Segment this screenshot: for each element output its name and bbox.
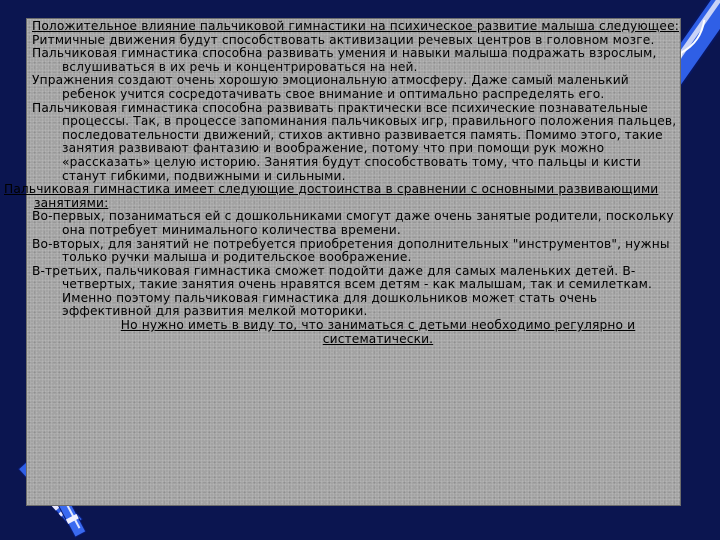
advantage-2: Во-вторых, для занятий не потребуется приобретения дополнительных "инструментов", нужны только ручки малыша и родительское воображение. <box>32 236 670 265</box>
paragraph-2: Пальчиковая гимнастика способна развивать умения и навыки малыша подражать взрослым, вслушиваться в их речь и концентрироваться на ней. <box>32 46 657 74</box>
paragraph-1: Ритмичные движения будут способствовать активизации речевых центров в головном мозге. <box>32 32 655 47</box>
heading-positive-influence: Положительное влияние пальчиковой гимнастики на психическое развитие малыша следующее: <box>32 19 679 33</box>
paragraph-3: Упражнения создают очень хорошую эмоциональную атмосферу. Даже самый маленький ребенок учится сосредотачивать свое внимание и оптимально распределять его. <box>32 73 629 101</box>
paragraph-4: Пальчиковая гимнастика способна развивать практически все психические познавательные процессы. Так, в процессе запоминания пальчиковых игр, правильного положения пальцев, последовательности движений, стихов активно развивается память. Помимо этого, такие занятия развивают фантазию и воображение, потому что при помощи рук можно «рассказать» целую историю. Занятия будут способствовать тому, что пальцы и кисти станут гибкими, подвижными и сильными. <box>32 100 677 183</box>
slide-content <box>4 19 684 346</box>
closing-note: Но нужно иметь в виду то, что заниматься с детьми необходимо регулярно и систематически. <box>120 318 636 346</box>
advantage-3: В-третьих, пальчиковая гимнастика сможет подойти даже для самых маленьких детей. В-четвертых, такие занятия очень нравятся всем детям - как малышам, так и семилеткам. Именно поэтому пальчиковая гимнастика для дошкольников может стать очень эффективной для развития мелкой моторики. <box>32 263 652 319</box>
heading-advantages: Пальчиковая гимнастика имеет следующие достоинства в сравнении с основными развивающими занятиями: <box>4 182 659 210</box>
advantage-1: Во-первых, позаниматься ей с дошкольниками смогут даже очень занятые родители, поскольку она потребует минимального количества времени. <box>32 209 674 237</box>
